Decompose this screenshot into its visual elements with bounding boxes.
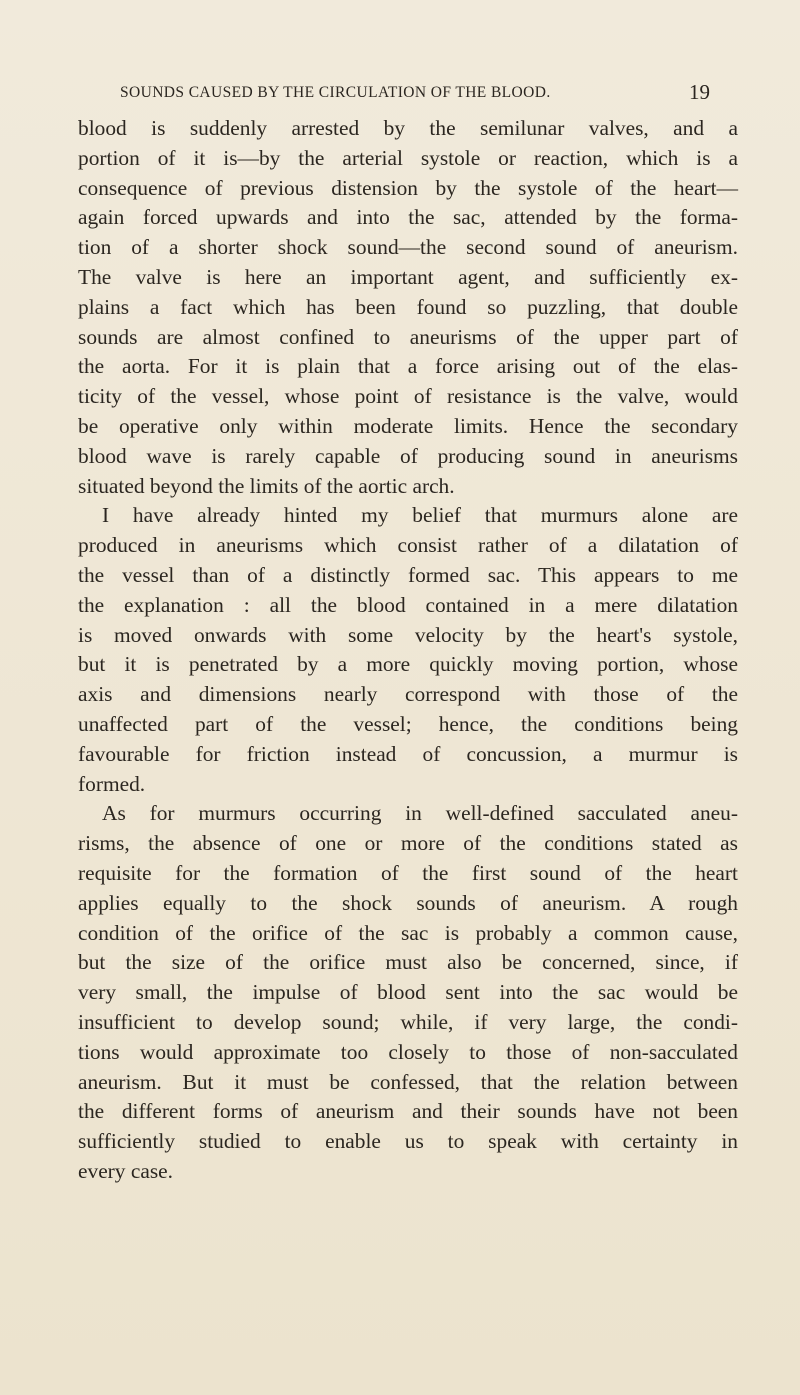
text-line: be operative only within moderate limits. Hence the secondary [78,413,738,438]
text-line: requisite for the formation of the first sound of the heart [78,860,738,885]
text-line: The valve is here an important agent, and sufficiently ex- [78,264,738,289]
text-line: risms, the absence of one or more of the conditions stated as [78,831,738,856]
text-line: situated beyond the limits of the aortic arch. [78,473,455,498]
text-line: the explanation : all the blood contained in a mere dilatation [78,592,738,617]
running-head [120,80,710,108]
text-line: unaffected part of the vessel; hence, the conditions being [78,711,738,736]
text-line: As for murmurs occurring in well-defined sacculated aneu- [102,801,738,826]
text-line: insufficient to develop sound; while, if very large, the condi- [78,1009,738,1034]
paragraph [78,799,738,1186]
text-line: the different forms of aneurism and their sounds have not been [78,1099,738,1124]
text-line: every case. [78,1158,174,1183]
text-line: ticity of the vessel, whose point of resistance is the valve, would [78,384,738,409]
text-line: formed. [78,771,146,796]
text-line: condition of the orifice of the sac is probably a common cause, [78,920,738,945]
text-line: blood is suddenly arrested by the semilunar valves, and a [78,116,738,140]
text-line: produced in aneurisms which consist rather of a dilatation of [78,533,738,558]
text-line: aneurism. But it must be confessed, that the relation between [78,1069,738,1094]
text-line: I have already hinted my belief that murmurs alone are [102,503,738,528]
text-line: is moved onwards with some velocity by the heart's systole, [78,622,738,647]
text-line: axis and dimensions nearly correspond with those of the [78,682,738,707]
text-line: consequence of previous distension by the systole of the heart— [78,175,738,200]
text-line: plains a fact which has been found so puzzling, that double [78,294,738,319]
running-head-title: SOUNDS CAUSED BY THE CIRCULATION OF THE BLOOD. [120,84,551,101]
text-line: but it is penetrated by a more quickly moving portion, whose [78,652,738,677]
text-line: sounds are almost confined to aneurisms of the upper part of [78,324,738,349]
text-line: very small, the impulse of blood sent into the sac would be [78,980,738,1005]
text-line: but the size of the orifice must also be concerned, since, if [78,950,738,975]
text-line: tions would approximate too closely to those of non-sacculated [78,1039,738,1064]
text-line: portion of it is—by the arterial systole or reaction, which is a [78,145,738,170]
text-line: sufficiently studied to enable us to speak with certainty in [78,1129,738,1154]
text-line: tion of a shorter shock sound—the second sound of aneurism. [78,235,738,260]
text-line: again forced upwards and into the sac, attended by the forma- [78,205,738,230]
paragraph [78,114,738,501]
body-text [78,114,738,1187]
text-line: applies equally to the shock sounds of aneurism. A rough [78,890,738,915]
paragraph [78,501,738,799]
text-line: the aorta. For it is plain that a force arising out of the elas- [78,354,738,379]
text-line: the vessel than of a distinctly formed sac. This appears to me [78,562,738,587]
page-number: 19 [689,80,710,104]
text-line: blood wave is rarely capable of producing sound in aneurisms [78,443,738,468]
text-line: favourable for friction instead of concussion, a murmur is [78,741,738,766]
